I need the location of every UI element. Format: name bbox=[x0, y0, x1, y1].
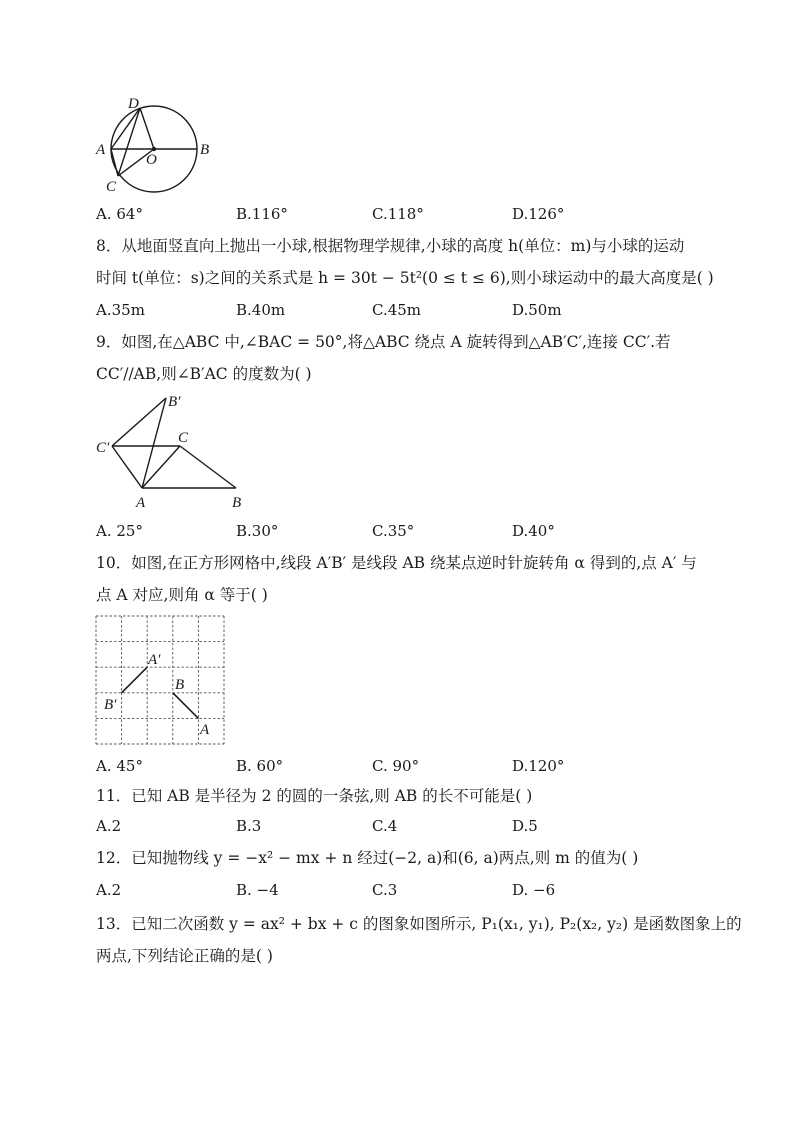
q7-center-dot bbox=[152, 147, 156, 151]
q7-label-c: C bbox=[106, 179, 117, 195]
q8-option-c[interactable]: C.45m bbox=[372, 301, 422, 319]
q9-stem-line1: 9．如图,在△ABC 中,∠BAC = 50°,将△ABC 绕点 A 旋转得到△AB′C′,连接 CC′.若 bbox=[96, 333, 671, 351]
q10-label-a: A bbox=[200, 722, 210, 738]
q9-rotation-figure bbox=[92, 388, 262, 516]
q12-option-b[interactable]: B. −4 bbox=[236, 881, 279, 899]
q11-option-b[interactable]: B.3 bbox=[236, 817, 262, 835]
q7-option-b[interactable]: B.116° bbox=[236, 205, 288, 223]
q8-option-b[interactable]: B.40m bbox=[236, 301, 286, 319]
q12-option-c[interactable]: C.3 bbox=[372, 881, 398, 899]
q9-label-a: A bbox=[136, 495, 146, 511]
q7-option-d[interactable]: D.126° bbox=[512, 205, 565, 223]
q7-label-o: O bbox=[146, 152, 157, 168]
q7-label-a: A bbox=[96, 142, 106, 158]
q7-chord-da bbox=[111, 108, 140, 149]
q12-option-d[interactable]: D. −6 bbox=[512, 881, 556, 899]
q10-option-c[interactable]: C. 90° bbox=[372, 757, 420, 775]
q10-label-b-prime: B′ bbox=[104, 697, 117, 713]
q9-option-a[interactable]: A. 25° bbox=[96, 522, 143, 540]
q8-option-d[interactable]: D.50m bbox=[512, 301, 562, 319]
q10-label-b: B bbox=[175, 677, 185, 693]
q9-option-c[interactable]: C.35° bbox=[372, 522, 415, 540]
q8-stem-line2: 时间 t(单位：s)之间的关系式是 h = 30t − 5t²(0 ≤ t ≤ 6),则小球运动中的最大高度是( ) bbox=[96, 269, 714, 287]
q9-segment-bc bbox=[180, 446, 236, 488]
q9-segment-ac-prime bbox=[112, 446, 142, 488]
q7-option-c[interactable]: C.118° bbox=[372, 205, 424, 223]
q7-chord-dc bbox=[118, 108, 140, 176]
q11-stem-line1: 11．已知 AB 是半径为 2 的圆的一条弦,则 AB 的长不可能是( ) bbox=[96, 787, 533, 805]
q13-stem-line2: 两点,下列结论正确的是( ) bbox=[96, 947, 273, 965]
q12-option-a[interactable]: A.2 bbox=[96, 881, 122, 899]
q9-label-c: C bbox=[178, 430, 189, 446]
q10-label-a-prime: A′ bbox=[148, 652, 161, 668]
q11-option-c[interactable]: C.4 bbox=[372, 817, 398, 835]
q10-segment-a-prime-b-prime bbox=[122, 667, 148, 693]
q10-segment-ab bbox=[173, 693, 199, 719]
q10-option-a[interactable]: A. 45° bbox=[96, 757, 143, 775]
q10-option-b[interactable]: B. 60° bbox=[236, 757, 284, 775]
q12-stem-line1: 12．已知抛物线 y = −x² − mx + n 经过(−2, a)和(6, a)两点,则 m 的值为( ) bbox=[96, 849, 639, 867]
q7-label-d: D bbox=[128, 96, 139, 112]
q10-grid-figure bbox=[94, 614, 228, 748]
q9-label-c-prime: C′ bbox=[96, 440, 110, 456]
q9-segment-b-prime-c-prime bbox=[112, 398, 166, 446]
q9-stem-line2: CC′//AB,则∠B′AC 的度数为( ) bbox=[96, 365, 312, 383]
q7-circle-figure bbox=[92, 92, 222, 200]
q10-option-d[interactable]: D.120° bbox=[512, 757, 565, 775]
q7-option-a[interactable]: A. 64° bbox=[96, 205, 143, 223]
q7-label-b: B bbox=[200, 142, 210, 158]
q7-chord-ac bbox=[111, 149, 118, 176]
q11-option-d[interactable]: D.5 bbox=[512, 817, 538, 835]
q8-option-a[interactable]: A.35m bbox=[96, 301, 145, 319]
q9-label-b-prime: B′ bbox=[168, 394, 181, 410]
q13-stem-line1: 13．已知二次函数 y = ax² + bx + c 的图象如图所示, P₁(x₁, y₁), P₂(x₂, y₂) 是函数图象上的 bbox=[96, 915, 742, 933]
q9-option-d[interactable]: D.40° bbox=[512, 522, 555, 540]
q7-chord-do bbox=[140, 108, 154, 149]
q10-stem-line2: 点 A 对应,则角 α 等于( ) bbox=[96, 586, 268, 604]
q9-label-b: B bbox=[232, 495, 242, 511]
q8-stem-line1: 8．从地面竖直向上抛出一小球,根据物理学规律,小球的高度 h(单位：m)与小球的运动 bbox=[96, 237, 685, 255]
q10-stem-line1: 10．如图,在正方形网格中,线段 A′B′ 是线段 AB 绕某点逆时针旋转角 α 得到的,点 A′ 与 bbox=[96, 554, 697, 572]
q11-option-a[interactable]: A.2 bbox=[96, 817, 122, 835]
q9-option-b[interactable]: B.30° bbox=[236, 522, 279, 540]
